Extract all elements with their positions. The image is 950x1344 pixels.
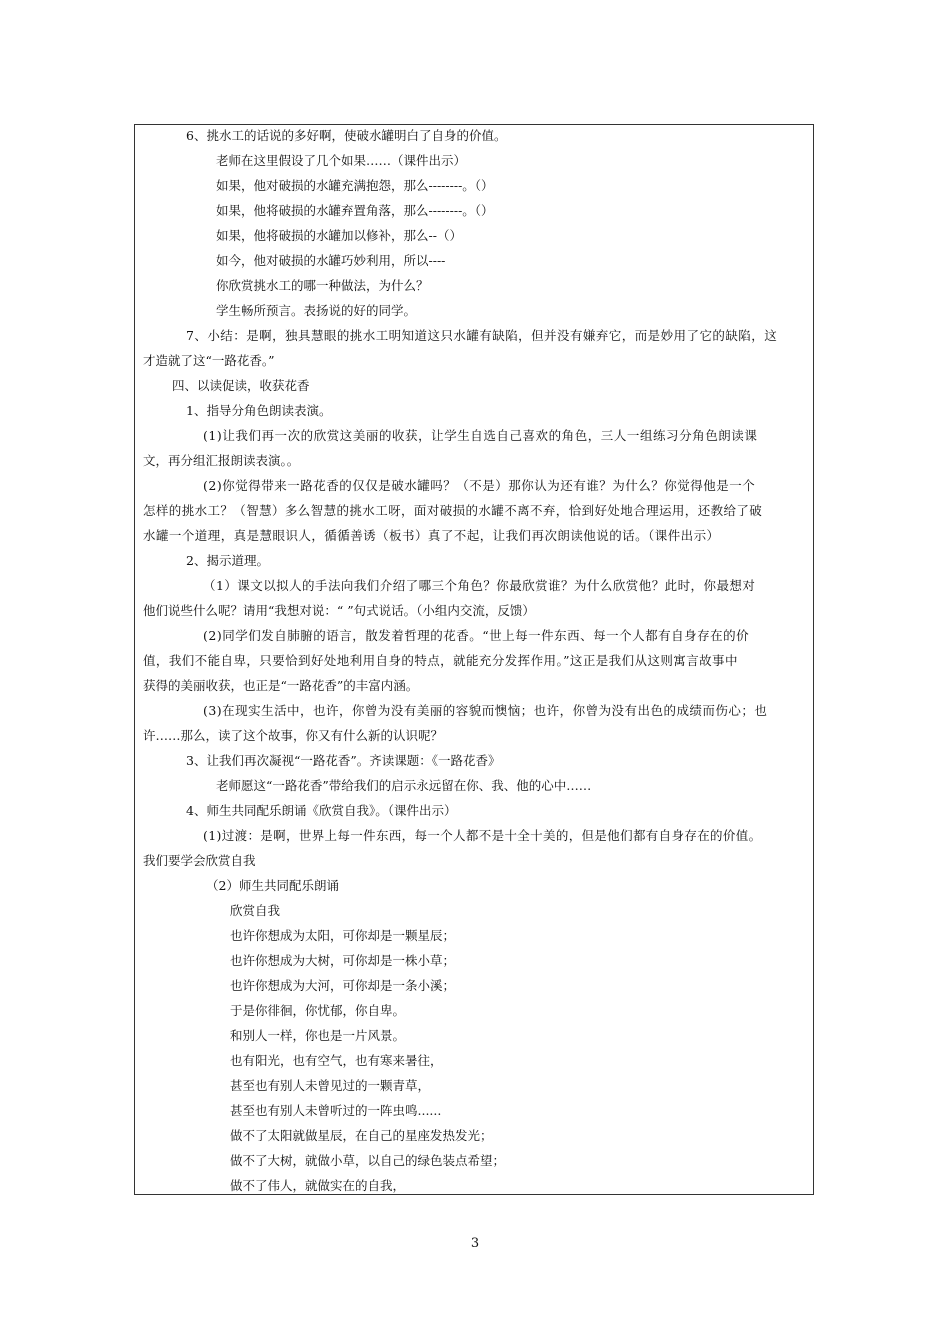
text-line: 如果，他对破损的水罐充满抱怨，那么--------。（）	[216, 178, 494, 193]
text-line: (3)在现实生活中，也许，你曾为没有美丽的容貌而懊恼；也许，你曾为没有出色的成绩而伤心；也	[203, 703, 768, 718]
text-line: 做不了伟人，就做实在的自我，	[230, 1178, 406, 1193]
text-line: 也许你想成为大树，可你却是一株小草；	[230, 953, 456, 968]
text-line: 欣赏自我	[230, 903, 281, 918]
text-line: (1)让我们再一次的欣赏这美丽的收获，让学生自选自己喜欢的角色，三人一组练习分角色朗读课	[203, 428, 758, 443]
text-line: 3、让我们再次凝视“一路花香”。齐读课题：《一路花香》	[186, 753, 501, 768]
text-line: 你欣赏挑水工的哪一种做法，为什么？	[216, 278, 429, 293]
text-line: 于是你徘徊，你忧郁，你自卑。	[230, 1003, 406, 1018]
text-line: 老师在这里假设了几个如果……（课件出示）	[216, 153, 467, 168]
text-line: 水罐一个道理，真是慧眼识人，循循善诱（板书）真了不起，让我们再次朗读他说的话。（课件出示）	[143, 528, 720, 543]
text-line: 我们要学会欣赏自我	[143, 853, 256, 868]
text-line: 甚至也有别人未曾听过的一阵虫鸣......	[230, 1103, 442, 1118]
text-line: 如果，他将破损的水罐加以修补，那么--（）	[216, 228, 462, 243]
text-line: 也许你想成为大河，可你却是一条小溪；	[230, 978, 456, 993]
text-line: 许……那么，读了这个故事，你又有什么新的认识呢？	[143, 728, 444, 743]
text-line: 和别人一样，你也是一片风景。	[230, 1028, 406, 1043]
text-line: 获得的美丽收获，也正是“一路花香”的丰富内涵。	[143, 678, 419, 693]
text-line: 如今，他对破损的水罐巧妙利用，所以----	[216, 253, 446, 268]
text-line: 1、指导分角色朗读表演。	[186, 403, 332, 418]
text-line: (2)同学们发自肺腑的语言，散发着哲理的花香。“世上每一件东西、每一个人都有自身存在的价	[203, 628, 750, 643]
text-line: (1)过渡：是啊，世界上每一件东西，每一个人都不是十全十美的，但是他们都有自身存在的价值。	[203, 828, 762, 843]
text-line: 6、挑水工的话说的多好啊，使破水罐明白了自身的价值。	[186, 128, 507, 143]
text-line: 文，再分组汇报朗读表演。。	[143, 453, 300, 468]
text-line: 学生畅所预言。表扬说的好的同学。	[216, 303, 417, 318]
text-line: 也有阳光，也有空气，也有寒来暑往，	[230, 1053, 443, 1068]
text-line: （2）师生共同配乐朗诵	[206, 878, 339, 893]
text-line: 老师愿这“一路花香”带给我们的启示永远留在你、我、他的心中……	[216, 778, 592, 793]
page-number: 3	[470, 1236, 480, 1251]
text-line: (2)你觉得带来一路花香的仅仅是破水罐吗？（不是）那你认为还有谁？为什么？你觉得他是一个	[203, 478, 756, 493]
text-line: 值，我们不能自卑，只要恰到好处地利用自身的特点，就能充分发挥作用。”这正是我们从这则寓言故事中	[143, 653, 738, 668]
text-line: 做不了大树，就做小草，以自己的绿色装点希望；	[230, 1153, 506, 1168]
text-line: （1）课文以拟人的手法向我们介绍了哪三个角色？你最欣赏谁？为什么欣赏他？此时，你最想对	[203, 578, 756, 593]
text-line: 7、小结：是啊，独具慧眼的挑水工明知道这只水罐有缺陷，但并没有嫌弃它，而是妙用了它的缺陷，这	[186, 328, 778, 343]
text-line: 才造就了这“一路花香。”	[143, 353, 275, 368]
text-line: 甚至也有别人未曾见过的一颗青草，	[230, 1078, 431, 1093]
text-line: 他们说些什么呢？请用“我想对说：“ ”句式说话。（小组内交流，反馈）	[143, 603, 535, 618]
text-line: 也许你想成为太阳，可你却是一颗星辰；	[230, 928, 456, 943]
text-line: 2、揭示道理。	[186, 553, 269, 568]
text-line: 如果，他将破损的水罐弃置角落，那么--------。（）	[216, 203, 494, 218]
text-line: 怎样的挑水工？（智慧）多么智慧的挑水工呀，面对破损的水罐不离不弃，恰到好处地合理运用，还教给了破	[143, 503, 763, 518]
text-line: 四、以读促读，收获花香	[172, 378, 310, 393]
text-line: 做不了太阳就做星辰，在自己的星座发热发光；	[230, 1128, 493, 1143]
text-line: 4、师生共同配乐朗诵《欣赏自我》。（课件出示）	[186, 803, 457, 818]
